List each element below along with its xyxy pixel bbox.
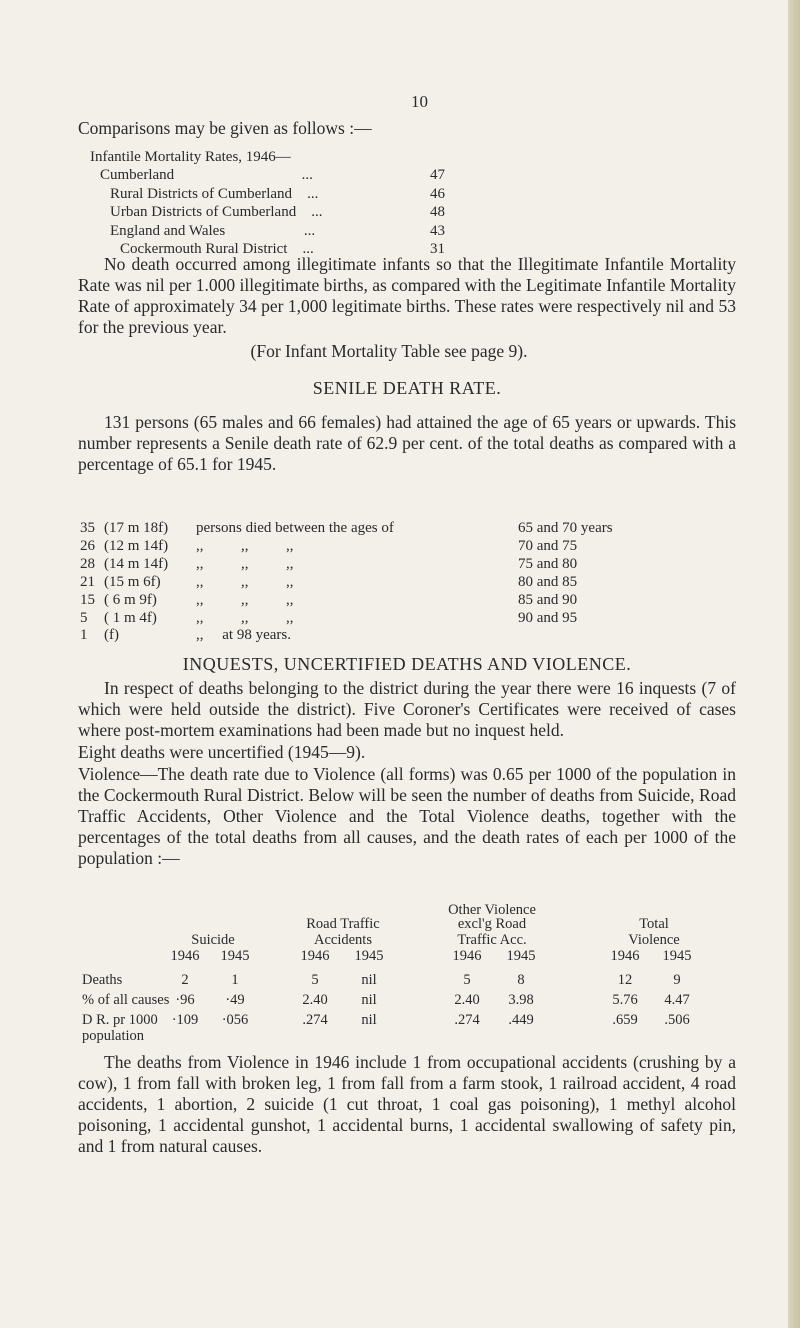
inquests-paragraph: In respect of deaths belonging to the district during the year there were 16 inquests (7 of which were held outside the district). Five Coroner's Certificates were received of cases where post-mortem examinations had been made but no inquest held. [78, 678, 736, 740]
senile-row: 15 ( 6 m 9f) ,, ,, ,, 85 and 90 [80, 591, 578, 608]
table-row: % of all causes ·96 ·49 2.40 nil 2.40 3.98 5.76 4.47 [82, 992, 690, 1008]
senile-row: 35 (17 m 18f) persons died between the ages of 65 and 70 years [80, 520, 613, 536]
header-road-2: Accidents [314, 932, 372, 948]
table-row: D R. pr 1000 ·109 ·056 .274 nil .274 .449 .659 .506 [82, 1012, 690, 1028]
senile-row: 28 (14 m 14f) ,, ,, ,, 75 and 80 [80, 555, 578, 572]
senile-row: 21 (15 m 6f) ,, ,, ,, 80 and 85 [80, 573, 578, 590]
senile-row: 26 (12 m 14f) ,, ,, ,, 70 and 75 [80, 537, 578, 554]
header-other-1: Other Violence [448, 902, 536, 918]
table-row: Deaths 2 1 5 nil 5 8 12 9 [82, 972, 681, 988]
infant-rates-list [90, 148, 490, 258]
header-total-1: Total [639, 916, 669, 932]
uncertified-line: Eight deaths were uncertified (1945—9). [78, 742, 366, 762]
rates-row: Cockermouth Rural District ... 31 [120, 241, 445, 258]
intro-line: Comparisons may be given as follows :— [78, 118, 372, 138]
senile-heading: SENILE DEATH RATE. [312, 378, 502, 398]
see-page-note: (For Infant Mortality Table see page 9). [250, 341, 528, 361]
senile-row: 1 (f) ,, at 98 years. [80, 627, 291, 644]
table-row-label-cont: population [82, 1028, 145, 1044]
page-number: 10 [411, 92, 428, 111]
senile-row: 5 ( 1 m 4f) ,, ,, ,, 90 and 95 [80, 609, 578, 626]
header-road-1: Road Traffic [306, 916, 380, 932]
rates-row: Rural Districts of Cumberland ... 46 [110, 185, 445, 202]
rates-row: Cumberland ... 47 [100, 167, 445, 184]
header-total-2: Violence [628, 932, 680, 948]
header-other-2: excl'g Road [457, 916, 527, 932]
rates-row: Urban Districts of Cumberland ... 48 [110, 204, 445, 221]
violence-paragraph: Violence—The death rate due to Violence (all forms) was 0.65 per 1000 of the population in the Cockermouth Rural District. Below will be seen the number of deaths from Suicide, Road Traffic Accidents, Other Violence and the Total Violence deaths, together with the percentages of the total deaths from all causes, and the death rates of each per 1000 of the population :— [78, 764, 736, 868]
page-edge [788, 0, 800, 1328]
years-row: 1946 1945 1946 1945 1946 1945 1946 1945 [170, 948, 692, 964]
rates-row: England and Wales ... 43 [110, 222, 445, 239]
senile-table [80, 520, 740, 645]
senile-paragraph: 131 persons (65 males and 66 females) had attained the age of 65 years or upwards. This number represents a Senile death rate of 62.9 per cent. of the total deaths as compared with a percentage of 65.1 for 1945. [78, 412, 736, 474]
final-paragraph: The deaths from Violence in 1946 include 1 from occupational accidents (crushing by a cow), 1 from fall with broken leg, 1 from fall from a farm stook, 1 railroad accident, 4 road accidents, 1 abortion, 2 suicide (1 cut throat, 1 coal gas poisoning), 1 methyl alcohol poisoning, 1 accidental gunshot, 1 accidental burns, 1 accidental swallowing of safety pin, and 1 from natural causes. [78, 1052, 736, 1156]
header-other-3: Traffic Acc. [457, 932, 527, 948]
rates-heading: Infantile Mortality Rates, 1946— [90, 149, 291, 165]
header-suicide: Suicide [191, 932, 235, 948]
illegitimate-paragraph: No death occurred among illegitimate infants so that the Illegitimate Infantile Mortality Rate was nil per 1.000 illegitimate births, as compared with the Legitimate Infantile Mortality Rate of approximately 34 per 1,000 legitimate births. These rates were respectively nil and 53 for the previous year. [78, 254, 736, 337]
inquests-heading: INQUESTS, UNCERTIFIED DEATHS AND VIOLENCE. [182, 654, 632, 674]
